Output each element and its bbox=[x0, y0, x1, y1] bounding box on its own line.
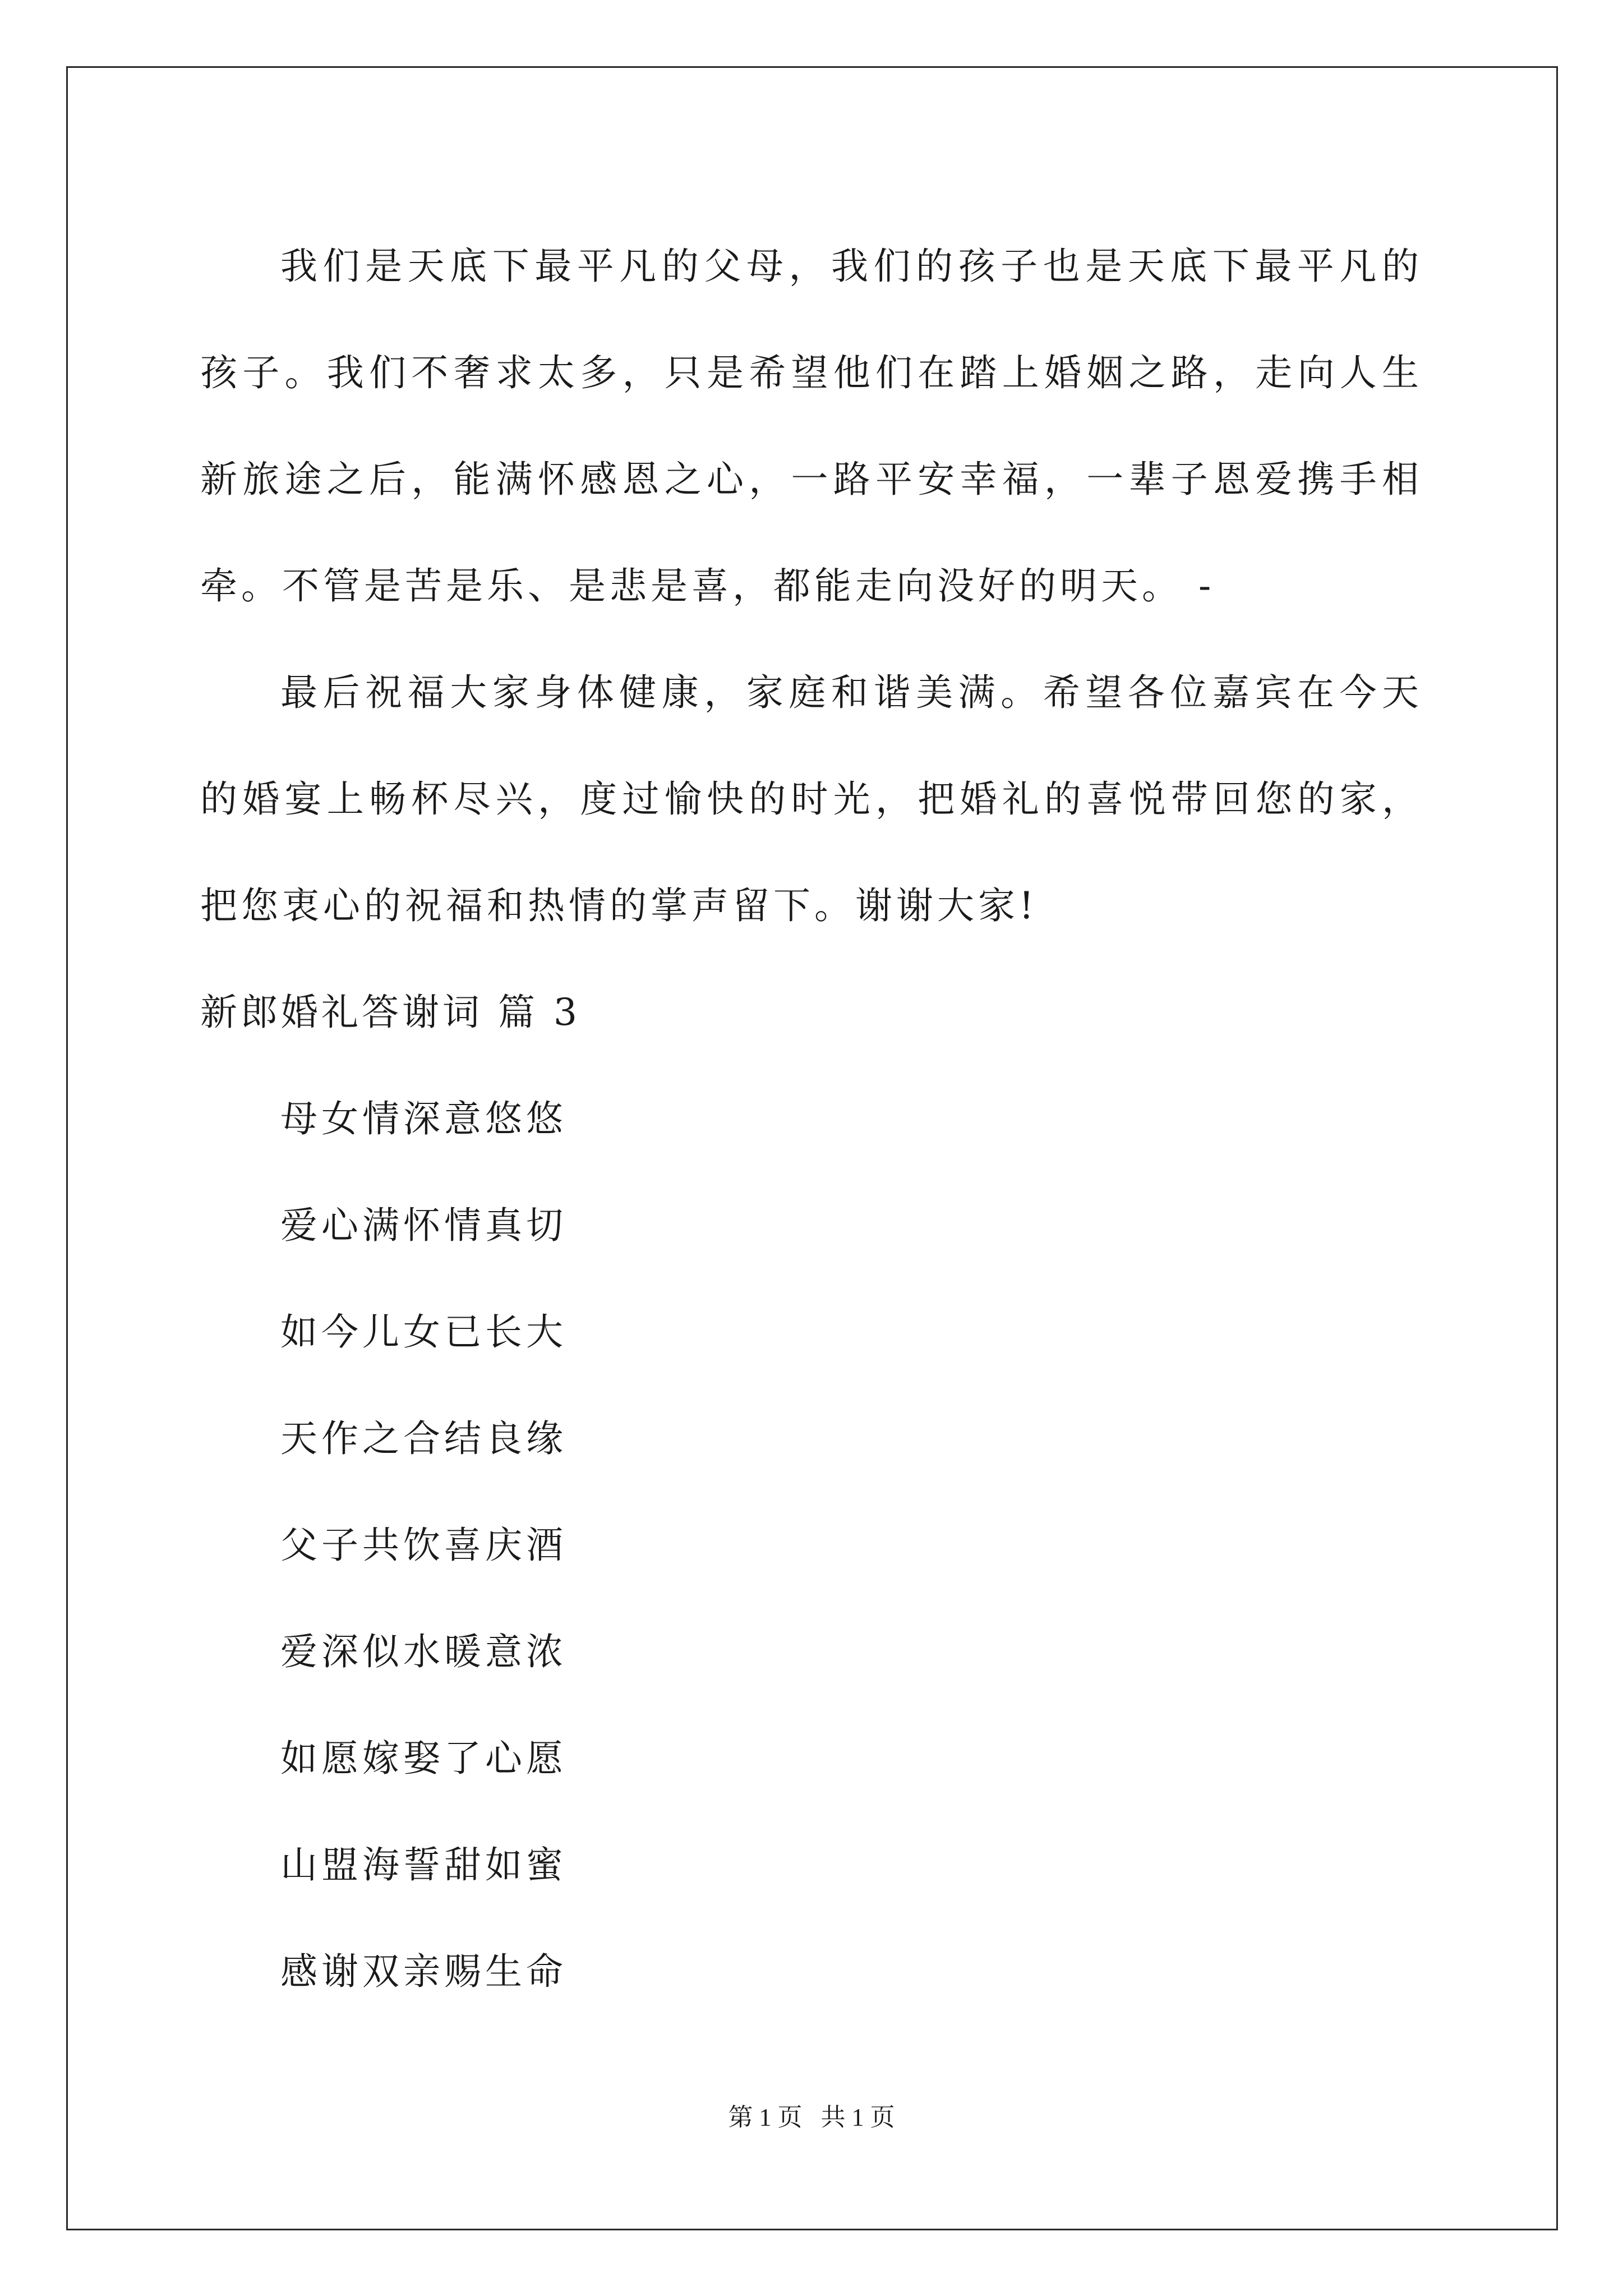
poem-line: 爱心满怀情真切 bbox=[280, 1204, 567, 1247]
poem-line: 爱深似水暖意浓 bbox=[280, 1630, 567, 1673]
poem-line: 山盟海誓甜如蜜 bbox=[280, 1843, 567, 1887]
section-heading: 新郎婚礼答谢词 篇 3 bbox=[200, 991, 580, 1034]
poem-line: 父子共饮喜庆酒 bbox=[280, 1524, 567, 1567]
page-footer bbox=[0, 2097, 1623, 2133]
poem-line: 感谢双亲赐生命 bbox=[280, 1950, 567, 1993]
poem-line: 如今儿女已长大 bbox=[280, 1310, 567, 1354]
paragraph-2: 最后祝福大家身体健康，家庭和谐美满。希望各位嘉宾在今天的婚宴上畅杯尽兴，度过愉快的时光，把婚礼的喜悦带回您的家，把您衷心的祝福和热情的掌声留下。谢谢大家! bbox=[200, 671, 1423, 927]
document-body bbox=[200, 213, 1423, 2025]
poem-line: 天作之合结良缘 bbox=[280, 1417, 567, 1460]
poem-line: 母女情深意悠悠 bbox=[280, 1097, 567, 1140]
paragraph-1: 我们是天底下最平凡的父母，我们的孩子也是天底下最平凡的孩子。我们不奢求太多，只是希望他们在踏上婚姻之路，走向人生新旅途之后，能满怀感恩之心，一路平安幸福，一辈子恩爱携手相牵。不管是苦是乐、是悲是喜，都能走向没好的明天。 - bbox=[200, 245, 1423, 608]
poem-line: 如愿嫁娶了心愿 bbox=[280, 1737, 567, 1780]
page-number-label: 第 1 页 共 1 页 bbox=[728, 2104, 895, 2131]
